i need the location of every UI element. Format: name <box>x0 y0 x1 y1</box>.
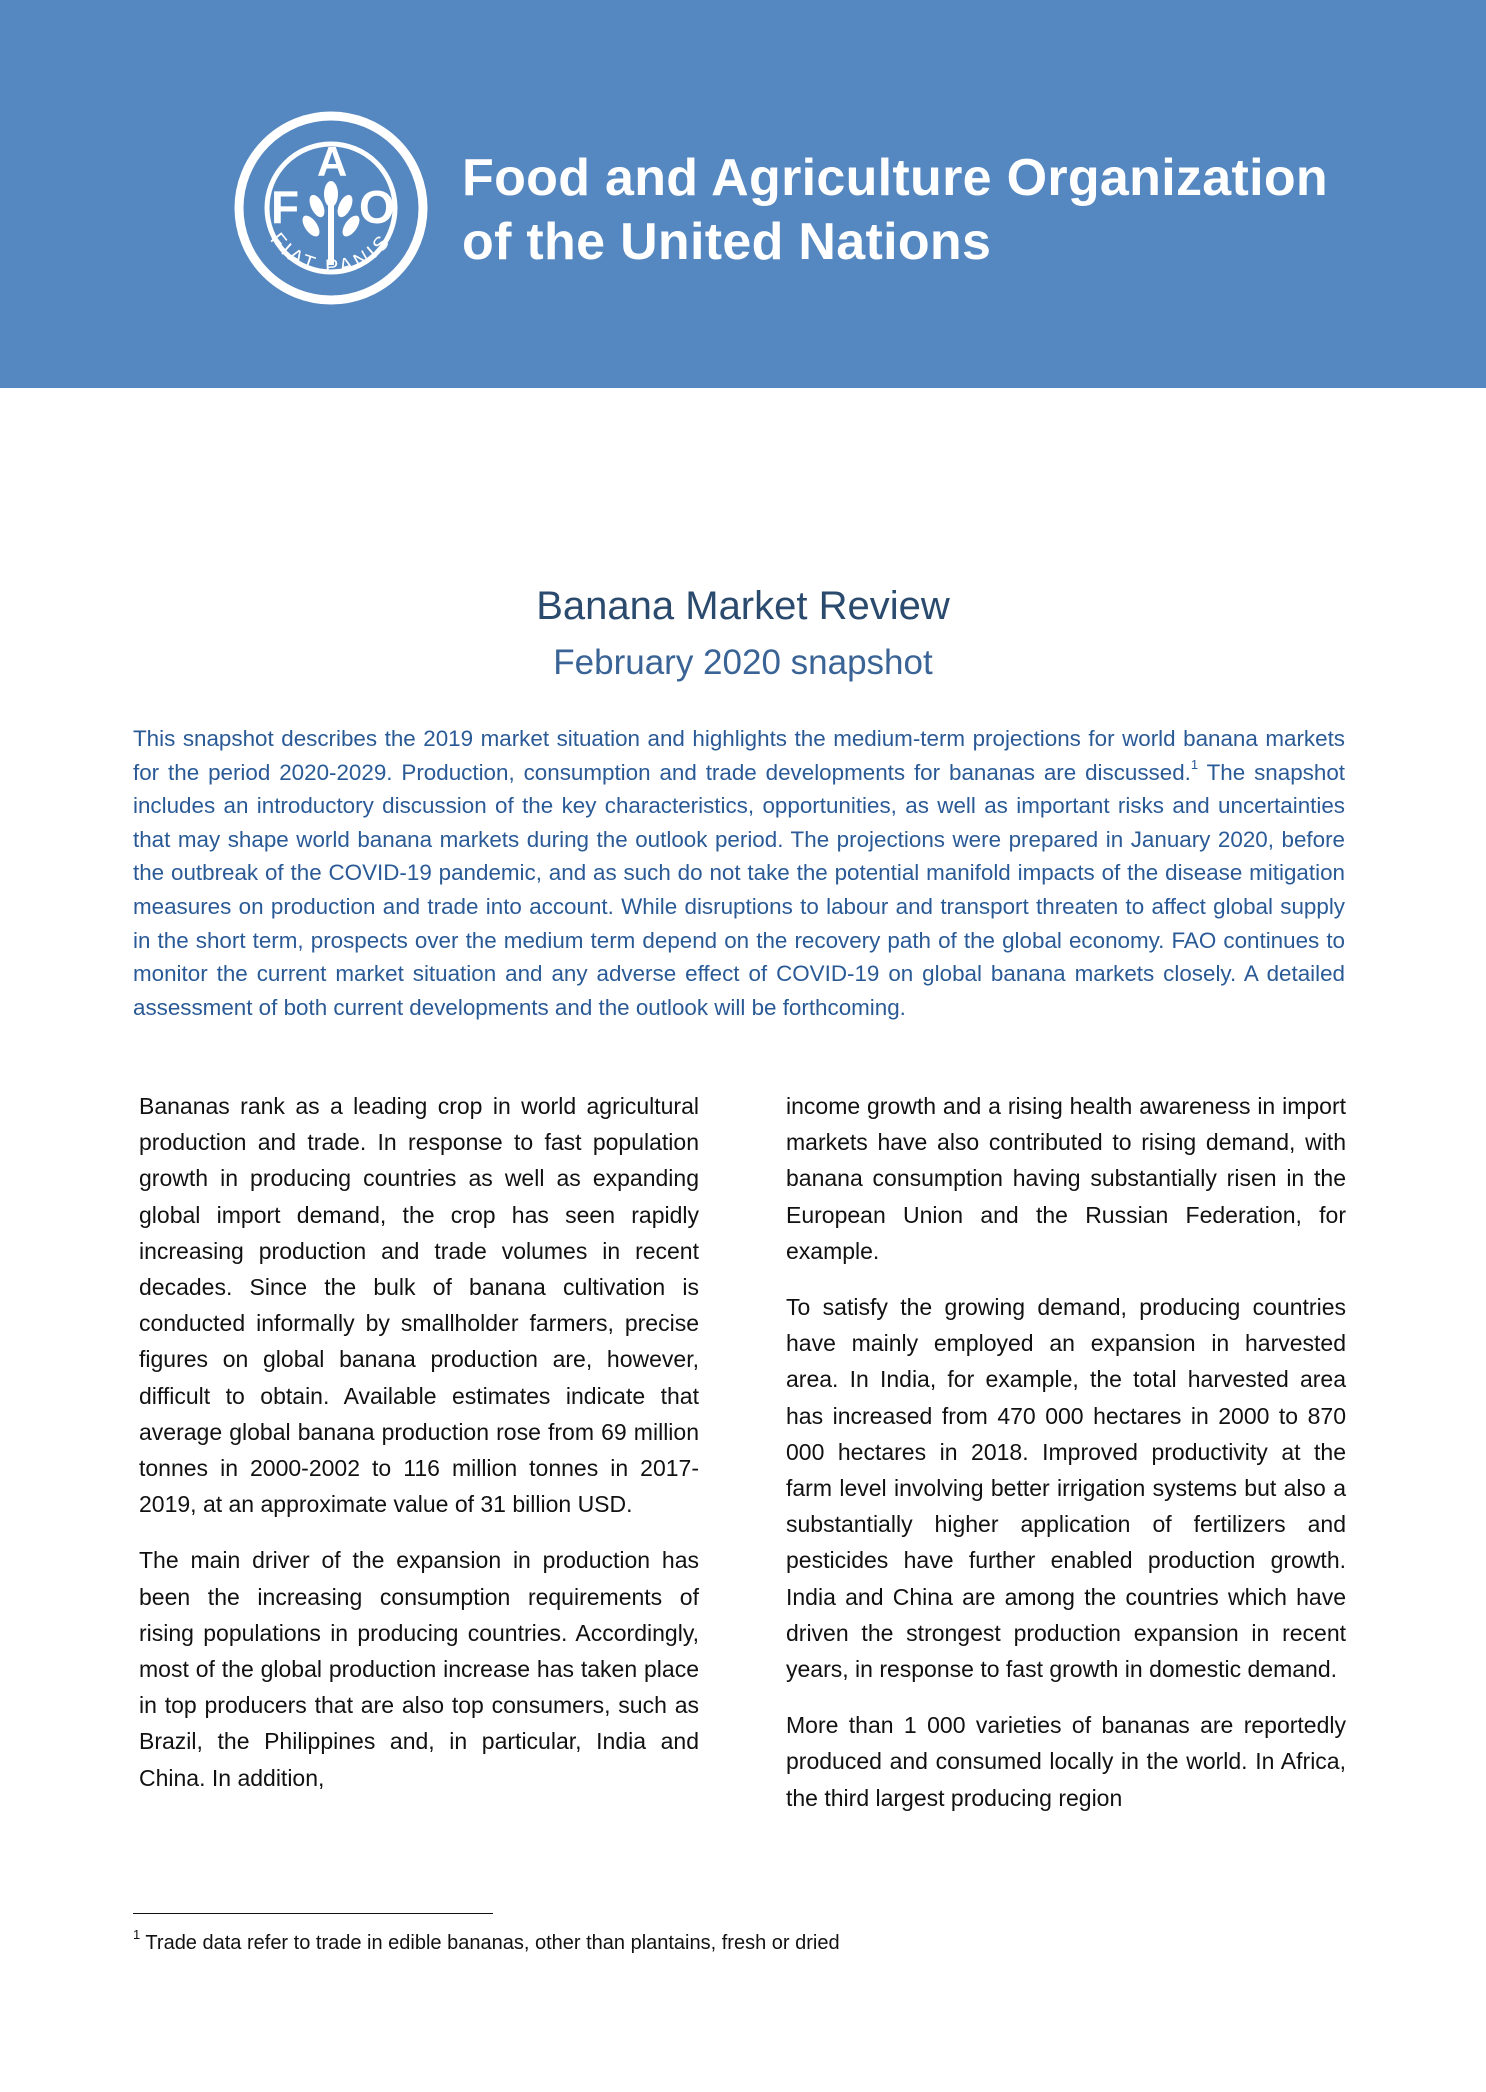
paragraph: income growth and a rising health awareness in import markets have also contributed to rising demand, with banana consumption having substantially risen in the European Union and the Russian Federation, for example. <box>786 1093 1346 1264</box>
body-column-left <box>139 1088 699 1816</box>
footnote-number: 1 <box>133 1927 141 1943</box>
intro-paragraph <box>133 722 1345 1024</box>
paragraph: The main driver of the expansion in production has been the increasing consumption requirements of rising populations in producing countries. Accordingly, most of the global production increase has taken place in top producers that are also top consumers, such as Brazil, the Philippines and, in particular, India and China. In addition, <box>139 1547 699 1791</box>
logo-letter-o: O <box>359 181 395 233</box>
logo-motto: FIAT PANIS <box>265 228 397 279</box>
logo-letter-f: F <box>271 181 300 233</box>
footnote-text: Trade data refer to trade in edible bananas, other than plantains, fresh or dried <box>140 1932 840 1954</box>
footnote <box>133 1928 840 1958</box>
body-column-right <box>786 1088 1346 1836</box>
paragraph: Bananas rank as a leading crop in world agricultural production and trade. In response to fast population growth in producing countries as well as expanding global import demand, the crop has seen rapidly increasing production and trade volumes in recent decades. Since the bulk of banana cultivation is conducted informally by smallholder farmers, precise figures on global banana production are, however, difficult to obtain. Available estimates indicate that average global banana production rose from 69 million tonnes in 2000-2002 to 116 million tonnes in 2017-2019, at an approximate value of 31 billion USD. <box>139 1093 699 1518</box>
header-banner <box>0 0 1486 388</box>
paragraph: To satisfy the growing demand, producing countries have mainly employed an expansion in harvested area. In India, for example, the total harvested area has increased from 470 000 hectares in 2000 to 870 000 hectares in 2018. Improved productivity at the farm level involving better irrigation systems but also a substantially higher application of fertilizers and pesticides have further enabled production growth. India and China are among the countries which have driven the strongest production expansion in recent years, in response to fast growth in domestic demand. <box>786 1294 1346 1683</box>
page-title: Banana Market Review <box>536 584 950 628</box>
logo-letter-a: A <box>317 138 348 185</box>
intro-text-1: This snapshot describes the 2019 market situation and highlights the medium-term projections for world banana markets for the period 2020-2029. Production, consumption and trade developments for bananas are discussed. <box>133 726 1345 785</box>
fao-logo-icon <box>231 108 431 308</box>
org-line-2: of the United Nations <box>462 213 992 271</box>
footnote-divider <box>133 1913 493 1914</box>
intro-text-2: The snapshot includes an introductory discussion of the key characteristics, opportunities, as well as important risks and uncertainties that may shape world banana markets during the outlook period. The projections were prepared in January 2020, before the outbreak of the COVID-19 pandemic, and as such do not take the potential manifold impacts of the disease mitigation measures on production and trade into account. While disruptions to labour and transport threaten to affect global supply in the short term, prospects over the medium term depend on the recovery path of the global economy. FAO continues to monitor the current market situation and any adverse effect of COVID-19 on global banana markets closely. A detailed assessment of both current developments and the outlook will be forthcoming. <box>133 759 1345 1020</box>
organization-name <box>462 146 1328 274</box>
footnote-ref[interactable]: 1 <box>1190 757 1199 773</box>
org-line-1: Food and Agriculture Organization <box>462 149 1328 207</box>
paragraph: More than 1 000 varieties of bananas are reportedly produced and consumed locally in the world. In Africa, the third largest producing region <box>786 1712 1346 1811</box>
page-subtitle: February 2020 snapshot <box>553 643 933 682</box>
